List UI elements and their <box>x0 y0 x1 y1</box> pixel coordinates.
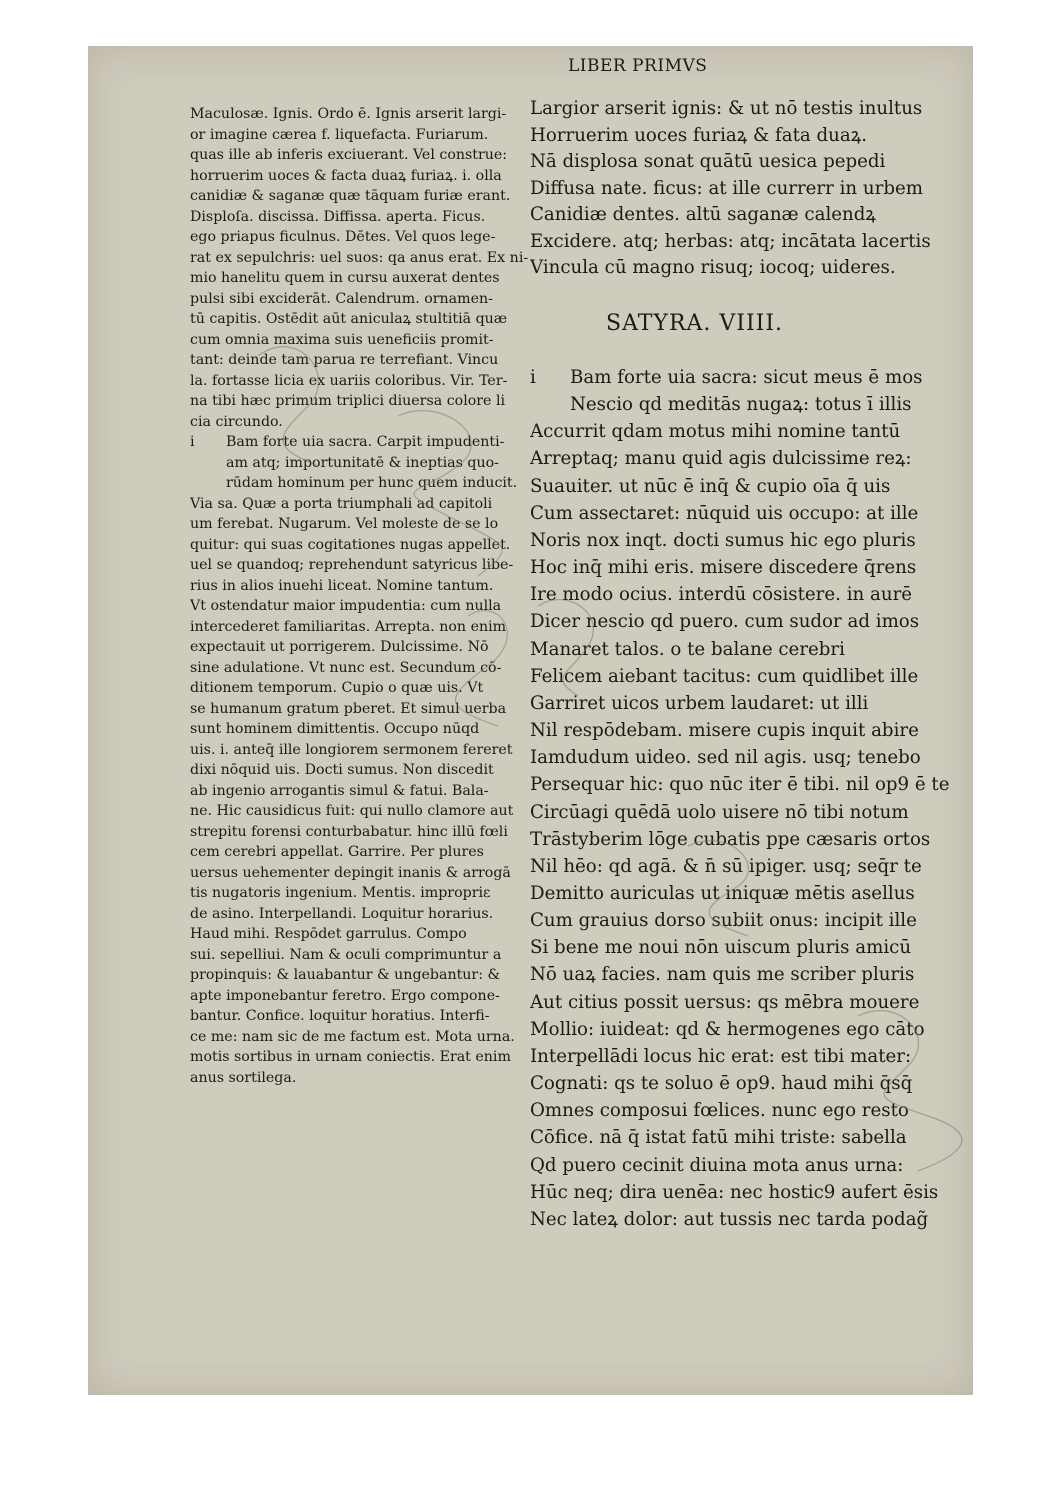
commentary-line: ce me: nam sic de me factum est. Mota urna. <box>190 1028 515 1045</box>
verse-line: Canidiæ dentes. altū saganæ calendꝝ <box>530 204 876 225</box>
commentary-line: Disploſa. discissa. Diffissa. aperta. Ficus. <box>190 208 486 225</box>
verse-line: Si bene me noui nōn uiscum pluris amicū <box>530 937 912 959</box>
verse-initial: i <box>530 367 536 388</box>
commentary-line: cem cerebri appellat. Garrire. Per plures <box>190 844 484 860</box>
verse-line: Nō uaꝝ facies. nam quis me scriber pluris <box>530 964 915 986</box>
verse-line: Diffusa nate. ficus: at ille currerr in urbem <box>530 177 923 199</box>
verse-line: Felicem aiebant tacitus: cum quidlibet ille <box>530 665 919 687</box>
commentary-line: ab ingenio arrogantis simul & fatui. Bala- <box>190 782 489 799</box>
verse-line: Demitto auriculas ut iniquæ mētis asellus <box>530 882 915 904</box>
verse-line: Suauiter. ut nūc ē inq̄ & cupio oīa q̄ uis <box>530 475 891 497</box>
verse-line: Nil hēo: qd agā. & n̄ sū ipiger. usq; seq̄r te <box>530 855 922 877</box>
commentary-line: apte imponebantur feretro. Ergo compone- <box>190 987 500 1004</box>
verse-line: Trāstyberim lōge cubatis ppe cæsaris ortos <box>530 828 931 850</box>
commentary-line: propinquis: & lauabantur & ungebantur: & <box>190 967 501 983</box>
verse-line: Nā displosa sonat quātū uesica pepedi <box>530 151 886 172</box>
verse-line: Persequar hic: quo nūc iter ē tibi. nil op9 ē te <box>530 774 950 796</box>
commentary-line: expectauit ut porrigerem. Dulcissime. Nō <box>190 639 489 655</box>
commentary-line: uersus uehementer depingit inanis & arrogā <box>190 864 511 881</box>
verse-line: Noris nox inqt. docti sumus hic ego pluris <box>530 529 916 551</box>
verse-line: Cum grauius dorso subiit onus: incipit ille <box>530 910 917 932</box>
verse-line: Ire modo ocius. interdū cōsistere. in aurē <box>530 584 913 606</box>
commentary-line: pulsi sibi exciderāt. Calendrum. ornamen- <box>190 290 493 307</box>
commentary-line: cia circundo. <box>190 413 283 430</box>
verse-line: Cognati: qs te soluo ē op9. haud mihi q̄sq̄ <box>530 1073 913 1095</box>
commentary-line: sunt hominem dimittentis. Occupo nūqd <box>190 721 480 737</box>
commentary-line: de asino. Interpellandi. Loquitur horarius. <box>190 905 494 922</box>
commentary-line: am atq; importunitatē & ineptias quo- <box>226 454 499 471</box>
verse-line: Aut citius possit uersus: qs mēbra mouere <box>530 991 920 1013</box>
verse-line: Garriret uicos urbem laudaret: ut illi <box>530 692 869 714</box>
verse-line: Nil respōdebam. misere cupis inquit abire <box>530 720 919 742</box>
commentary-line: i Bam forte uia sacra. Carpit impudenti- <box>190 432 608 453</box>
commentary-line: tant: deinde tam parua re terrefiant. Vincu <box>190 352 499 368</box>
verse-line: Iamdudum uideo. sed nil agis. usq; tenebo <box>530 747 921 769</box>
commentary-line: Haud mihi. Respōdet garrulus. Compo <box>190 926 467 942</box>
commentary-line: tis nugatoris ingenium. Mentis. impropriε <box>190 885 491 901</box>
commentary-line: sine adulatione. Vt nunc est. Secundum cō- <box>190 659 502 676</box>
verse-line: Accurrit qdam motus mihi nomine tantū <box>530 421 901 443</box>
commentary-line: la. fortasse licia ex uariis coloribus. Vir. Ter- <box>190 372 508 389</box>
verse-line: Cum assectaret: nūquid uis occupo: at ille <box>530 502 919 524</box>
commentary-line: ne. Hic causidicus fuit: qui nullo clamore aut <box>190 803 514 819</box>
verse-column-main <box>530 364 970 1233</box>
commentary-line: um ferebat. Nugarum. Vel moleste de se lo <box>190 516 499 532</box>
satyra-heading: SATYRA. VIIII. <box>606 311 784 336</box>
commentary-line: se humanum gratum pberet. Et simul uerba <box>190 700 507 717</box>
verse-column-top <box>530 96 960 282</box>
commentary-line: motis sortibus in urnam coniectis. Erat enim <box>190 1049 511 1065</box>
commentary-line: horruerim uoces & facta duaꝝ furiaꝝ. i. olla <box>190 167 502 184</box>
verse-line: i Bam forte uia sacra: sicut meus ē mos <box>530 364 970 391</box>
verse-line: Mollio: iuideat: qd & hermogenes ego cāto <box>530 1018 925 1040</box>
commentary-line: canidiæ & saganæ quæ tāquam furiæ erant. <box>190 188 511 204</box>
verse-line: Cōfice. nā q̄ istat fatū mihi triste: sabella <box>530 1127 907 1149</box>
book-page <box>88 46 973 1395</box>
verse-line: Arreptaq; manu quid agis dulcissime reꝝ: <box>530 448 912 470</box>
commentary-line: intercederet familiaritas. Arrepta. non enim <box>190 618 507 635</box>
verse-line: Manaret talos. o te balane cerebri <box>530 638 845 660</box>
commentary-initial: i <box>190 434 195 450</box>
commentary-line: uel se quandoq; reprehendunt satyricus libe- <box>190 557 514 573</box>
commentary-line: rūdam hominum per hunc quem inducit. <box>226 475 518 491</box>
commentary-line: ditionem temporum. Cupio o quæ uis. Vt <box>190 680 484 696</box>
commentary-line: ego priapus ficulnus. Dētes. Vel quos lege- <box>190 229 496 245</box>
verse-line: Nec lateꝝ dolor: aut tussis nec tarda podag̃ <box>530 1208 929 1230</box>
verse-line: Dicer nescio qd puero. cum sudor ad imos <box>530 611 920 633</box>
commentary-line: na tibi hæc primum triplici diuersa colore li <box>190 393 506 409</box>
commentary-line: strepitu forensi conturbabatur. hinc illū fœli <box>190 823 508 840</box>
verse-line: Hoc inq̄ mihi eris. misere discedere q̄rens <box>530 557 917 579</box>
commentary-line: Via sa. Quæ a porta triumphali ad capitoli <box>190 495 493 512</box>
verse-line: Nescio qd meditās nugaꝝ: totus ī illis <box>570 394 912 416</box>
verse-line: Qd puero cecinit diuina mota anus urna: <box>530 1154 904 1176</box>
commentary-line: mio hanelitu quem in cursu auxerat dentes <box>190 270 500 286</box>
commentary-line: tū capitis. Ostēdit aūt aniculaꝝ stultitiā quæ <box>190 311 508 327</box>
commentary-line: uis. i. anteq̄ ille longiorem sermonem fereret <box>190 741 513 758</box>
commentary-line: Vt ostendatur maior impudentia: cum nulla <box>190 598 502 614</box>
commentary-line: anus sortilega. <box>190 1069 297 1086</box>
verse-line: Horruerim uoces furiaꝝ & fata duaꝝ. <box>530 124 868 146</box>
commentary-line: Maculosæ. Ignis. Ordo ē. Ignis arserit largi- <box>190 106 507 122</box>
commentary-line: or imagine cærea f. liquefacta. Furiarum. <box>190 126 489 143</box>
verse-line: Hūc neq; dira uenēa: nec hostic9 aufert ēsis <box>530 1181 939 1203</box>
commentary-line: sui. sepelliui. Nam & oculi comprimuntur a <box>190 946 502 963</box>
verse-line: Interpellādi locus hic erat: est tibi mater: <box>530 1045 912 1067</box>
verse-line: Omnes composui fœlices. nunc ego resto <box>530 1100 909 1122</box>
verse-line: Circūagi quēdā uolo uisere nō tibi notum <box>530 801 909 823</box>
commentary-line: rat ex sepulchris: uel suos: qa anus erat. Ex ni- <box>190 249 529 266</box>
commentary-line: quas ille ab inferis exciuerant. Vel construe: <box>190 147 508 163</box>
verse-line: Excidere. atq; herbas: atq; incātata lacertis <box>530 230 931 252</box>
commentary-line: rius in alios inuehi liceat. Nomine tantum. <box>190 577 494 594</box>
verse-line: Largior arserit ignis: & ut nō testis inultus <box>530 98 923 119</box>
running-title: LIBER PRIMVS <box>568 56 708 76</box>
commentary-line: bantur. Confice. loquitur horatius. Interfi- <box>190 1008 490 1024</box>
commentary-line: dixi nōquid uis. Docti sumus. Non discedit <box>190 762 494 778</box>
commentary-line: quitur: qui suas cogitationes nugas appellet. <box>190 536 511 553</box>
commentary-line: cum omnia maxima suis ueneficiis promit- <box>190 331 494 348</box>
verse-line: Vincula cū magno risuq; iocoq; uideres. <box>530 257 896 278</box>
